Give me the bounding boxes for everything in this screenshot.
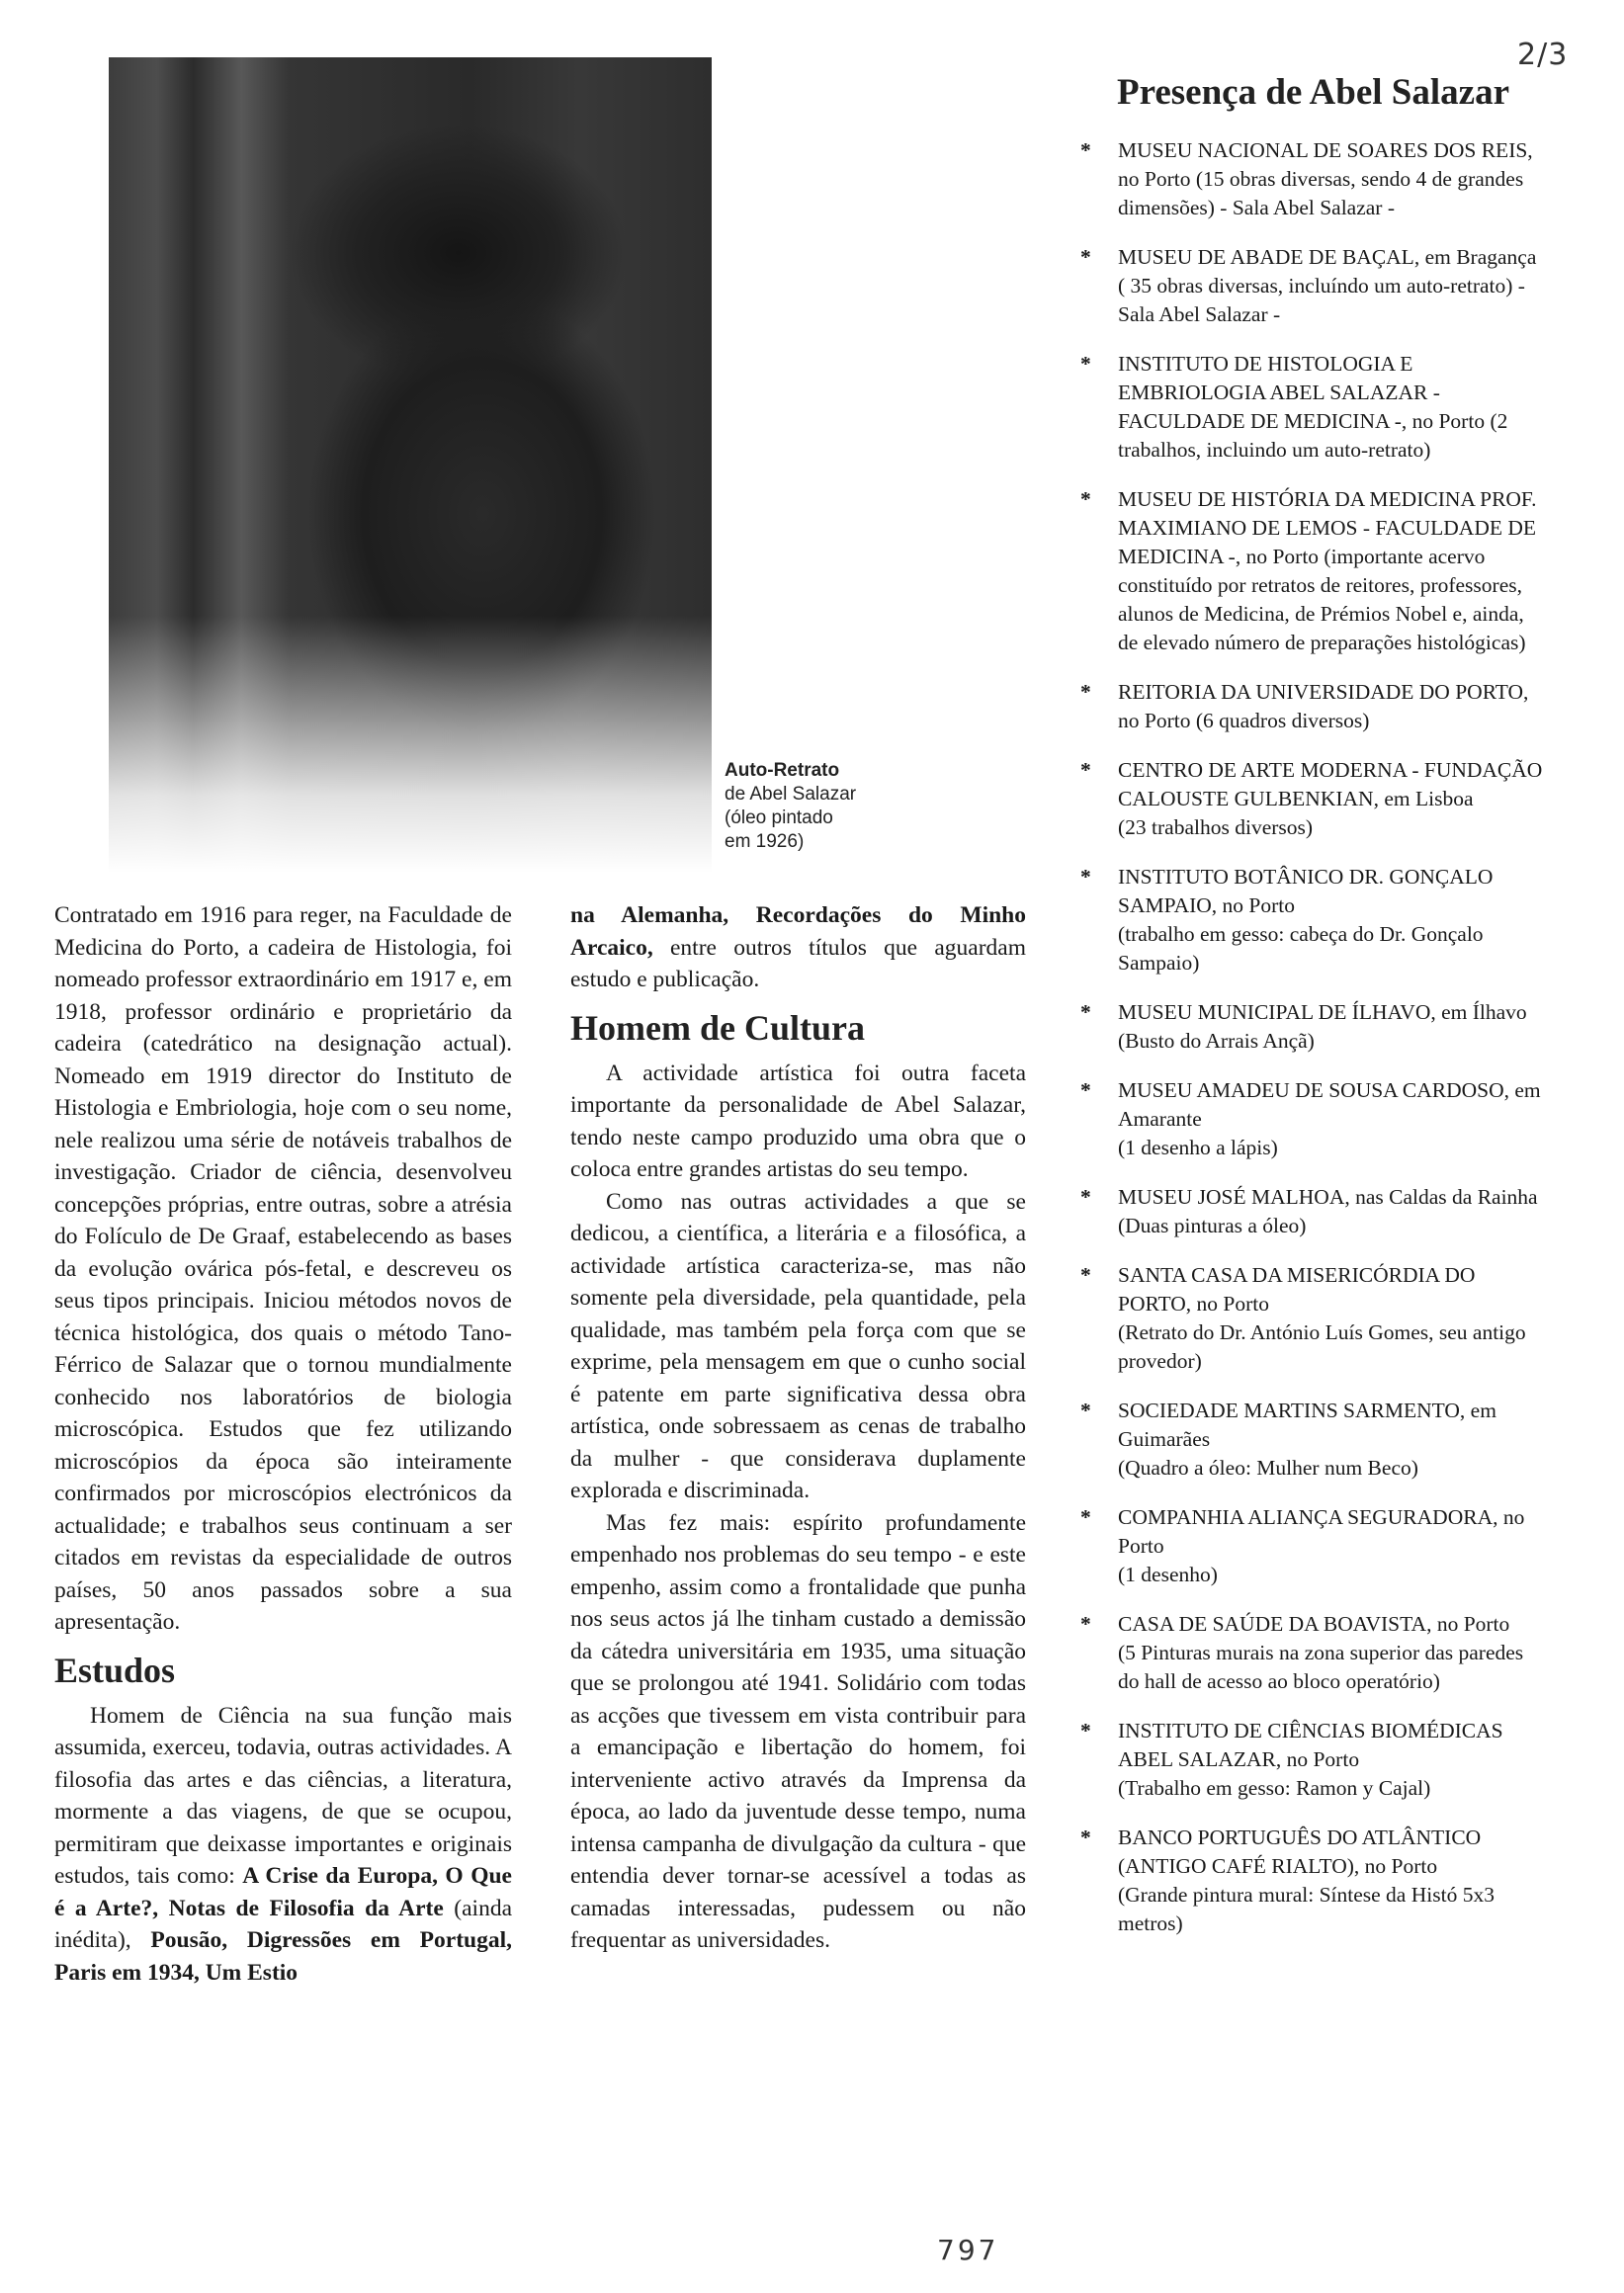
museum-list-item [1080, 1717, 1545, 1803]
page-marker: 2/3 [1517, 38, 1569, 72]
bullet-marker: * [1080, 680, 1091, 704]
article-column-2 [570, 899, 1026, 1957]
museum-description: no Porto (15 obras diversas, sendo 4 de grandes dimensões) - Sala Abel Salazar - [1118, 167, 1524, 219]
photo-caption [725, 759, 863, 854]
self-portrait-photo [109, 57, 712, 873]
paragraph: Como nas outras actividades a que se dedicou, a científica, a literária e a filosófica, a actividade artística caracteriza-se, mas não somente pela diversidade, pela quantidade, pela qualidade, mas também pela força com que se exprime, pela mensagem em que o cunho social é patente em parte significativa dessa obra artística, onde sobressaem as cenas de trabalho da mulher - que considerava duplamente explorada e discriminada. [570, 1188, 1026, 1503]
text-run: Homem de Ciência na sua função mais assumida, exerceu, todavia, outras actividades. A filosofia das artes e das ciências, a literatura, mormente a das viagens, de que se ocupou, permitiram que deixasse importantes e originais estudos, tais como: [54, 1702, 512, 1889]
book-titles: na Alemanha, Recordações do Minho Arcaico, [570, 902, 1026, 961]
museum-name: INSTITUTO BOTÂNICO DR. GONÇALO SAMPAIO, no Porto [1118, 865, 1494, 917]
bullet-marker: * [1080, 1078, 1091, 1102]
museum-description: (Duas pinturas a óleo) [1118, 1214, 1307, 1237]
bullet-marker: * [1080, 245, 1091, 269]
museum-list-item [1080, 1183, 1545, 1240]
museum-list-item [1080, 1610, 1545, 1696]
museum-list-item [1080, 136, 1545, 222]
museum-list-item [1080, 243, 1545, 329]
museum-name: SOCIEDADE MARTINS SARMENTO, em Guimarães [1118, 1399, 1496, 1451]
museum-name: SANTA CASA DA MISERICÓRDIA DO PORTO, no Porto [1118, 1263, 1476, 1316]
bullet-marker: * [1080, 865, 1091, 889]
article-column-1 [54, 899, 512, 1989]
museum-name: COMPANHIA ALIANÇA SEGURADORA, no Porto [1118, 1505, 1525, 1558]
paragraph [54, 1700, 512, 1990]
museum-description: no Porto (6 quadros diversos) [1118, 709, 1370, 732]
museum-list-item [1080, 863, 1545, 977]
museum-name: INSTITUTO DE CIÊNCIAS BIOMÉDICAS ABEL SALAZAR, no Porto [1118, 1719, 1503, 1771]
museum-description: (Quadro a óleo: Mulher num Beco) [1118, 1456, 1418, 1480]
museum-description: ( 35 obras diversas, incluíndo um auto-retrato) - Sala Abel Salazar - [1118, 274, 1525, 326]
museum-list-item [1080, 678, 1545, 735]
museum-description: (23 trabalhos diversos) [1118, 815, 1314, 839]
museum-description: (Busto do Arrais Ançã) [1118, 1029, 1315, 1053]
museum-description: (trabalho em gesso: cabeça do Dr. Gonçalo Sampaio) [1118, 922, 1484, 975]
museum-description: (Retrato do Dr. António Luís Gomes, seu antigo provedor) [1118, 1320, 1526, 1373]
caption-line: em 1926) [725, 831, 805, 852]
caption-line: (óleo pintado [725, 807, 833, 828]
museum-description: (5 Pinturas murais na zona superior das paredes do hall de acesso ao bloco operatório) [1118, 1641, 1524, 1693]
paragraph: Contratado em 1916 para reger, na Faculdade de Medicina do Porto, a cadeira de Histologia, foi nomeado professor extraordinário em 1917 e, em 1918, professor ordinário e proprietário da cadeira (catedrático na designação actual). Nomeado em 1919 director do Instituto de Histologia e Embriologia, hoje com o seu nome, nele realizou uma série de notáveis trabalhos de investigação. Criador de ciência, desenvolveu concepções próprias, entre outras, sobre a atrésia do Folículo de De Graaf, estabelecendo as bases da evolução ovárica pós-fetal, e descreveu os seus tipos principais. Iniciou métodos novos de técnica histológica, dos quais o método Tano-Férrico de Salazar que o tornou mundialmente conhecido nos laboratórios de biologia microscópica. Estudos que fez utilizando microscópios da época são inteiramente confirmados por microscópios electrónicos da actualidade; e trabalhos seus continuam a ser citados em revistas da especialidade de outros países, 50 anos passados sobre a sua apresentação. [54, 902, 512, 1635]
section-heading-homem-de-cultura: Homem de Cultura [570, 1007, 865, 1048]
bullet-marker: * [1080, 758, 1091, 782]
bullet-marker: * [1080, 1263, 1091, 1287]
museum-list-item [1080, 1076, 1545, 1162]
sidebar-title: Presença de Abel Salazar [1117, 72, 1510, 113]
museum-list-item [1080, 756, 1545, 842]
museum-list-item [1080, 485, 1545, 657]
text-run: (ainda inédita), [54, 1895, 513, 1953]
caption-title: Auto-Retrato [725, 760, 840, 781]
museum-list-item [1080, 998, 1545, 1056]
museum-list-item [1080, 1261, 1545, 1376]
museum-list-item [1080, 1503, 1545, 1589]
museum-name: MUSEU NACIONAL DE SOARES DOS REIS, [1118, 138, 1533, 162]
museum-list [1080, 136, 1545, 1959]
museum-description: (1 desenho) [1118, 1563, 1218, 1586]
text-run: entre outros títulos que aguardam estudo e publicação. [570, 934, 1026, 992]
bullet-marker: * [1080, 352, 1091, 376]
bullet-marker: * [1080, 1185, 1091, 1209]
paragraph: Mas fez mais: espírito profundamente empenhado nos problemas do seu tempo - e este empenho, assim como a frontalidade que punha nos seus actos já lhe tinham custado a demissão da cátedra universitária em 1935, uma situação que se prolongou até 1941. Solidário com todas as acções que tivessem em vista contribuir para a emancipação e libertação do homem, foi interveniente activo através da Imprensa da época, ao lado da juventude desse tempo, numa intensa campanha de divulgação da cultura - que entendia dever tornar-se acessível a todas as camadas interessadas, pudessem ou não frequentar as universidades. [570, 1509, 1026, 1953]
bullet-marker: * [1080, 1826, 1091, 1849]
bullet-marker: * [1080, 1399, 1091, 1422]
bullet-marker: * [1080, 1505, 1091, 1529]
book-titles: A Crise da Europa, O Que é a Arte?, Notas de Filosofia da Arte [54, 1863, 512, 1921]
museum-list-item [1080, 1824, 1545, 1938]
paragraph [570, 899, 1026, 996]
museum-name: MUSEU AMADEU DE SOUSA CARDOSO, em Amarante [1118, 1078, 1541, 1131]
museum-name: CASA DE SAÚDE DA BOAVISTA, no Porto [1118, 1612, 1510, 1636]
museum-name: INSTITUTO DE HISTOLOGIA E EMBRIOLOGIA ABEL SALAZAR - FACULDADE DE MEDICINA -, no Porto (2 trabalhos, incluindo um auto-retrato) [1118, 352, 1508, 462]
museum-description: (Grande pintura mural: Síntese da Histó 5x3 metros) [1118, 1883, 1495, 1935]
museum-description: (1 desenho a lápis) [1118, 1136, 1278, 1159]
museum-name: MUSEU DE HISTÓRIA DA MEDICINA PROF. MAXIMIANO DE LEMOS - FACULDADE DE MEDICINA -, no Porto (importante acervo constituído por retratos de reitores, professores, alunos de Medicina, de Prémios Nobel e, ainda, de elevado número de preparações histológicas) [1118, 487, 1537, 654]
bullet-marker: * [1080, 1000, 1091, 1024]
section-heading-estudos: Estudos [54, 1650, 176, 1690]
museum-name: BANCO PORTUGUÊS DO ATLÂNTICO (ANTIGO CAFÉ RIALTO), no Porto [1118, 1826, 1482, 1878]
bullet-marker: * [1080, 487, 1091, 511]
caption-line: de Abel Salazar [725, 784, 857, 805]
museum-description: (Trabalho em gesso: Ramon y Cajal) [1118, 1776, 1431, 1800]
museum-list-item [1080, 1397, 1545, 1483]
paragraph: A actividade artística foi outra faceta importante da personalidade de Abel Salazar, tendo neste campo produzido uma obra que o coloca entre grandes artistas do seu tempo. [570, 1060, 1026, 1182]
bullet-marker: * [1080, 1612, 1091, 1636]
museum-name: REITORIA DA UNIVERSIDADE DO PORTO, [1118, 680, 1529, 704]
museum-name: MUSEU JOSÉ MALHOA, nas Caldas da Rainha [1118, 1185, 1538, 1209]
museum-name: MUSEU DE ABADE DE BAÇAL, em Bragança [1118, 245, 1537, 269]
book-titles: Pousão, Digressões em Portugal, Paris em 1934, Um Estio [54, 1927, 512, 1986]
bullet-marker: * [1080, 1719, 1091, 1742]
museum-name: CENTRO DE ARTE MODERNA - FUNDAÇÃO CALOUSTE GULBENKIAN, em Lisboa [1118, 758, 1543, 810]
bullet-marker: * [1080, 138, 1091, 162]
museum-name: MUSEU MUNICIPAL DE ÍLHAVO, em Ílhavo [1118, 1000, 1527, 1024]
museum-list-item [1080, 350, 1545, 465]
page-number: 797 [937, 2234, 999, 2266]
